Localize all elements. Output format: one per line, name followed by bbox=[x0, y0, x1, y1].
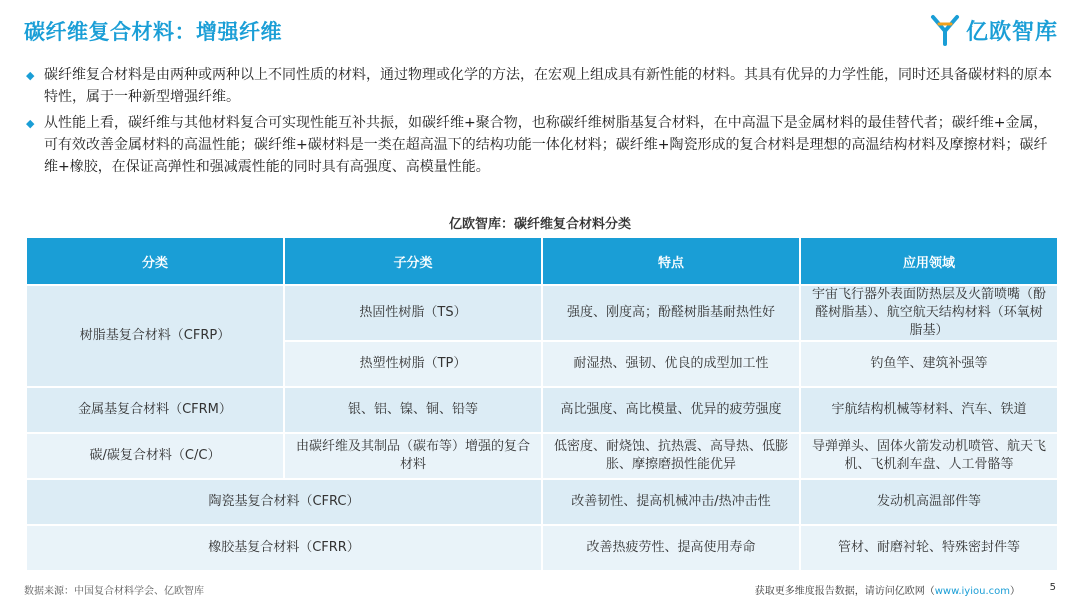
cell-application: 管材、耐磨衬轮、特殊密封件等 bbox=[801, 526, 1057, 570]
cell-category: 金属基复合材料（CFRM） bbox=[27, 388, 283, 432]
logo-text: 亿欧智库 bbox=[965, 19, 1058, 45]
bullet-item bbox=[26, 112, 1056, 178]
cell-feature: 低密度、耐烧蚀、抗热震、高导热、低膨胀、摩擦磨损性能优异 bbox=[543, 434, 799, 478]
cell-feature: 高比强度、高比模量、优异的疲劳强度 bbox=[543, 388, 799, 432]
cell-application: 宇宙飞行器外表面防热层及火箭喷嘴（酚醛树脂基）、航空航天结构材料（环氧树脂基） bbox=[801, 286, 1057, 340]
table-row bbox=[27, 480, 1057, 524]
cell-category: 陶瓷基复合材料（CFRC） bbox=[27, 480, 541, 524]
cell-application: 钓鱼竿、建筑补强等 bbox=[801, 342, 1057, 386]
data-source: 数据来源：中国复合材料学会、亿欧智库 bbox=[24, 586, 204, 597]
table-row bbox=[27, 526, 1057, 570]
cell-feature: 改善热疲劳性、提高使用寿命 bbox=[543, 526, 799, 570]
diamond-bullet-icon: ◆ bbox=[26, 117, 35, 130]
yiou-y-logo-icon bbox=[930, 14, 960, 46]
logo[interactable] bbox=[930, 14, 1058, 46]
more-data-prefix: 获取更多维度报告数据，请访问亿欧网（ bbox=[754, 586, 935, 597]
header-feature: 特点 bbox=[543, 238, 799, 284]
cell-subcategory: 由碳纤维及其制品（碳布等）增强的复合材料 bbox=[285, 434, 541, 478]
cell-category: 橡胶基复合材料（CFRR） bbox=[27, 526, 541, 570]
cell-feature: 强度、刚度高；酚醛树脂基耐热性好 bbox=[543, 286, 799, 340]
more-data-note bbox=[755, 582, 1020, 597]
bullet-text: 碳纤维复合材料是由两种或两种以上不同性质的材料，通过物理或化学的方法，在宏观上组成具有新性能的材料。其具有优异的力学性能，同时还具备碳材料的原本特性，属于一种新型增强纤维。 bbox=[44, 67, 1052, 105]
cell-application: 导弹弹头、固体火箭发动机喷管、航天飞机、飞机刹车盘、人工骨骼等 bbox=[801, 434, 1057, 478]
page-number: 5 bbox=[1049, 582, 1056, 593]
table-header-row bbox=[27, 238, 1057, 284]
classification-table bbox=[25, 236, 1059, 572]
bullet-text: 从性能上看，碳纤维与其他材料复合可实现性能互补共振，如碳纤维+聚合物，也称碳纤维树脂基复合材料，在中高温下是金属材料的最佳替代者；碳纤维+金属，可有效改善金属材料的高温性能；碳纤维+碳材料是一类在超高温下的结构功能一体化材料；碳纤维+陶瓷形成的复合材料是理想的高温结构材料及摩擦材料；碳纤维+橡胶，在保证高弹性和强减震性能的同时具有高强度、高模量性能。 bbox=[44, 115, 1048, 175]
page-title: 碳纤维复合材料：增强纤维 bbox=[24, 20, 282, 44]
table-row bbox=[27, 286, 1057, 340]
table-row bbox=[27, 388, 1057, 432]
cell-subcategory: 银、铝、镍、铜、铅等 bbox=[285, 388, 541, 432]
cell-category: 碳/碳复合材料（C/C） bbox=[27, 434, 283, 478]
table-title: 亿欧智库：碳纤维复合材料分类 bbox=[448, 217, 631, 232]
bullet-item bbox=[26, 64, 1056, 108]
cell-application: 宇航结构机械等材料、汽车、铁道 bbox=[801, 388, 1057, 432]
cell-category: 树脂基复合材料（CFRP） bbox=[27, 286, 283, 386]
cell-subcategory: 热固性树脂（TS） bbox=[285, 286, 541, 340]
cell-application: 发动机高温部件等 bbox=[801, 480, 1057, 524]
cell-feature: 耐湿热、强韧、优良的成型加工性 bbox=[543, 342, 799, 386]
diamond-bullet-icon: ◆ bbox=[26, 69, 35, 82]
more-data-suffix: ） bbox=[1010, 586, 1020, 597]
header-category: 分类 bbox=[27, 238, 283, 284]
header-application: 应用领域 bbox=[801, 238, 1057, 284]
table-row bbox=[27, 434, 1057, 478]
cell-subcategory: 热塑性树脂（TP） bbox=[285, 342, 541, 386]
intro-bullets bbox=[26, 64, 1056, 182]
website-link[interactable]: www.iyiou.com bbox=[934, 586, 1010, 597]
cell-feature: 改善韧性、提高机械冲击/热冲击性 bbox=[543, 480, 799, 524]
header-subcategory: 子分类 bbox=[285, 238, 541, 284]
